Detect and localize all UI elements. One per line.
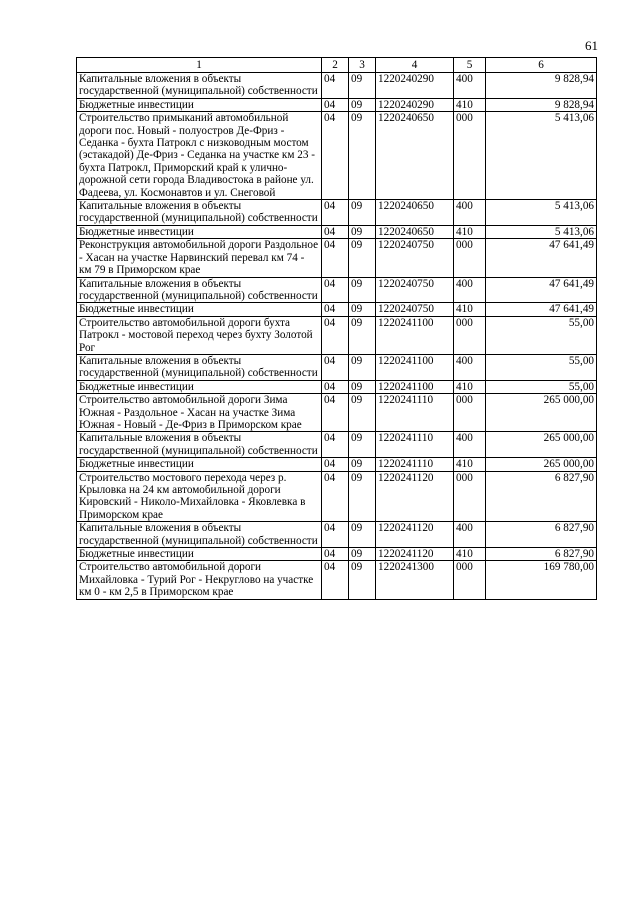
row-target-code: 1220241300	[376, 561, 454, 599]
row-name: Строительство примыканий автомобильной дороги пос. Новый - полуостров Де-Фриз - Седанка - бухта Патрокл с низководным мостом (эстакадой) Де-Фриз - Седанка на участке км 23 - бухта Патрокл, Приморский край к улично-дорожной сети города Владивостока в районе ул. Фадеева, ул. Космонавтов и ул. Снеговой	[77, 112, 322, 200]
row-name: Капитальные вложения в объекты государственной (муниципальной) собственности	[77, 432, 322, 458]
row-subsection: 09	[349, 471, 376, 522]
row-name: Бюджетные инвестиции	[77, 303, 322, 316]
table-row	[77, 458, 597, 471]
row-expense-type: 000	[454, 316, 486, 354]
row-name: Бюджетные инвестиции	[77, 380, 322, 393]
row-name: Строительство автомобильной дороги бухта Патрокл - мостовой переход через бухту Золотой Рог	[77, 316, 322, 354]
row-subsection: 09	[349, 98, 376, 111]
row-name: Реконструкция автомобильной дороги Раздольное - Хасан на участке Нарвинский перевал км 74 - км 79 в Приморском крае	[77, 239, 322, 277]
row-section: 04	[322, 316, 349, 354]
row-name: Строительство автомобильной дороги Зима Южная - Раздольное - Хасан на участке Зима Южная - Новый - Де-Фриз в Приморском крае	[77, 394, 322, 432]
table-row	[77, 354, 597, 380]
row-name: Капитальные вложения в объекты государственной (муниципальной) собственности	[77, 200, 322, 226]
page-number: 61	[585, 38, 598, 53]
row-target-code: 1220241100	[376, 354, 454, 380]
row-subsection: 09	[349, 561, 376, 599]
row-subsection: 09	[349, 394, 376, 432]
row-name: Строительство мостового перехода через р. Крыловка на 24 км автомобильной дороги Кировский - Николо-Михайловка - Яковлевка в Приморском крае	[77, 471, 322, 522]
row-section: 04	[322, 432, 349, 458]
row-subsection: 09	[349, 354, 376, 380]
row-target-code: 1220240650	[376, 200, 454, 226]
row-subsection: 09	[349, 239, 376, 277]
row-section: 04	[322, 98, 349, 111]
row-section: 04	[322, 73, 349, 99]
row-amount: 169 780,00	[486, 561, 597, 599]
header-col-5: 5	[454, 58, 486, 73]
row-subsection: 09	[349, 548, 376, 561]
row-subsection: 09	[349, 522, 376, 548]
row-name: Бюджетные инвестиции	[77, 98, 322, 111]
row-section: 04	[322, 458, 349, 471]
row-target-code: 1220241120	[376, 548, 454, 561]
row-expense-type: 000	[454, 471, 486, 522]
row-expense-type: 400	[454, 354, 486, 380]
row-name: Бюджетные инвестиции	[77, 225, 322, 238]
row-amount: 9 828,94	[486, 98, 597, 111]
row-expense-type: 400	[454, 432, 486, 458]
row-expense-type: 410	[454, 225, 486, 238]
row-amount: 5 413,06	[486, 225, 597, 238]
row-expense-type: 410	[454, 98, 486, 111]
row-section: 04	[322, 471, 349, 522]
row-name: Капитальные вложения в объекты государственной (муниципальной) собственности	[77, 522, 322, 548]
row-expense-type: 000	[454, 112, 486, 200]
row-expense-type: 000	[454, 239, 486, 277]
row-target-code: 1220241110	[376, 394, 454, 432]
row-amount: 6 827,90	[486, 471, 597, 522]
table-header-row	[77, 58, 597, 73]
row-subsection: 09	[349, 112, 376, 200]
row-expense-type: 410	[454, 458, 486, 471]
row-amount: 6 827,90	[486, 522, 597, 548]
row-section: 04	[322, 225, 349, 238]
table-row	[77, 561, 597, 599]
row-amount: 265 000,00	[486, 432, 597, 458]
row-target-code: 1220240290	[376, 73, 454, 99]
row-section: 04	[322, 354, 349, 380]
row-amount: 9 828,94	[486, 73, 597, 99]
row-expense-type: 000	[454, 394, 486, 432]
table-row	[77, 394, 597, 432]
row-amount: 55,00	[486, 380, 597, 393]
header-col-1: 1	[77, 58, 322, 73]
row-target-code: 1220240750	[376, 277, 454, 303]
row-amount: 6 827,90	[486, 548, 597, 561]
row-section: 04	[322, 112, 349, 200]
row-subsection: 09	[349, 380, 376, 393]
row-subsection: 09	[349, 73, 376, 99]
table-row	[77, 225, 597, 238]
table-body	[77, 73, 597, 600]
row-amount: 5 413,06	[486, 200, 597, 226]
row-name: Бюджетные инвестиции	[77, 458, 322, 471]
row-section: 04	[322, 394, 349, 432]
row-target-code: 1220240650	[376, 112, 454, 200]
row-name: Капитальные вложения в объекты государственной (муниципальной) собственности	[77, 354, 322, 380]
row-subsection: 09	[349, 432, 376, 458]
row-expense-type: 410	[454, 548, 486, 561]
table-row	[77, 316, 597, 354]
row-amount: 5 413,06	[486, 112, 597, 200]
row-amount: 55,00	[486, 354, 597, 380]
table-row	[77, 432, 597, 458]
table-row	[77, 112, 597, 200]
row-name: Строительство автомобильной дороги Михайловка - Турий Рог - Некруглово на участке км 0 - км 2,5 в Приморском крае	[77, 561, 322, 599]
row-section: 04	[322, 561, 349, 599]
row-section: 04	[322, 200, 349, 226]
row-target-code: 1220241110	[376, 432, 454, 458]
row-subsection: 09	[349, 303, 376, 316]
row-amount: 47 641,49	[486, 277, 597, 303]
table-row	[77, 303, 597, 316]
row-target-code: 1220241100	[376, 380, 454, 393]
row-name: Капитальные вложения в объекты государственной (муниципальной) собственности	[77, 73, 322, 99]
row-section: 04	[322, 239, 349, 277]
row-subsection: 09	[349, 225, 376, 238]
row-expense-type: 000	[454, 561, 486, 599]
row-expense-type: 400	[454, 200, 486, 226]
budget-table	[76, 57, 597, 600]
header-col-6: 6	[486, 58, 597, 73]
row-section: 04	[322, 380, 349, 393]
row-expense-type: 400	[454, 277, 486, 303]
header-col-4: 4	[376, 58, 454, 73]
header-col-2: 2	[322, 58, 349, 73]
row-section: 04	[322, 277, 349, 303]
row-section: 04	[322, 303, 349, 316]
table-row	[77, 277, 597, 303]
row-target-code: 1220241120	[376, 471, 454, 522]
row-amount: 47 641,49	[486, 303, 597, 316]
row-amount: 47 641,49	[486, 239, 597, 277]
table-row	[77, 73, 597, 99]
table-row	[77, 98, 597, 111]
row-section: 04	[322, 548, 349, 561]
row-target-code: 1220240750	[376, 239, 454, 277]
table-row	[77, 200, 597, 226]
row-name: Капитальные вложения в объекты государственной (муниципальной) собственности	[77, 277, 322, 303]
row-section: 04	[322, 522, 349, 548]
row-expense-type: 400	[454, 522, 486, 548]
row-subsection: 09	[349, 316, 376, 354]
table-row	[77, 522, 597, 548]
row-amount: 265 000,00	[486, 394, 597, 432]
table-row	[77, 471, 597, 522]
row-amount: 55,00	[486, 316, 597, 354]
row-amount: 265 000,00	[486, 458, 597, 471]
row-subsection: 09	[349, 277, 376, 303]
row-subsection: 09	[349, 200, 376, 226]
row-target-code: 1220240290	[376, 98, 454, 111]
row-expense-type: 410	[454, 380, 486, 393]
table-row	[77, 380, 597, 393]
row-target-code: 1220241100	[376, 316, 454, 354]
row-subsection: 09	[349, 458, 376, 471]
row-target-code: 1220240750	[376, 303, 454, 316]
table-row	[77, 239, 597, 277]
row-target-code: 1220240650	[376, 225, 454, 238]
header-col-3: 3	[349, 58, 376, 73]
row-target-code: 1220241110	[376, 458, 454, 471]
row-name: Бюджетные инвестиции	[77, 548, 322, 561]
row-target-code: 1220241120	[376, 522, 454, 548]
table-row	[77, 548, 597, 561]
row-expense-type: 400	[454, 73, 486, 99]
row-expense-type: 410	[454, 303, 486, 316]
